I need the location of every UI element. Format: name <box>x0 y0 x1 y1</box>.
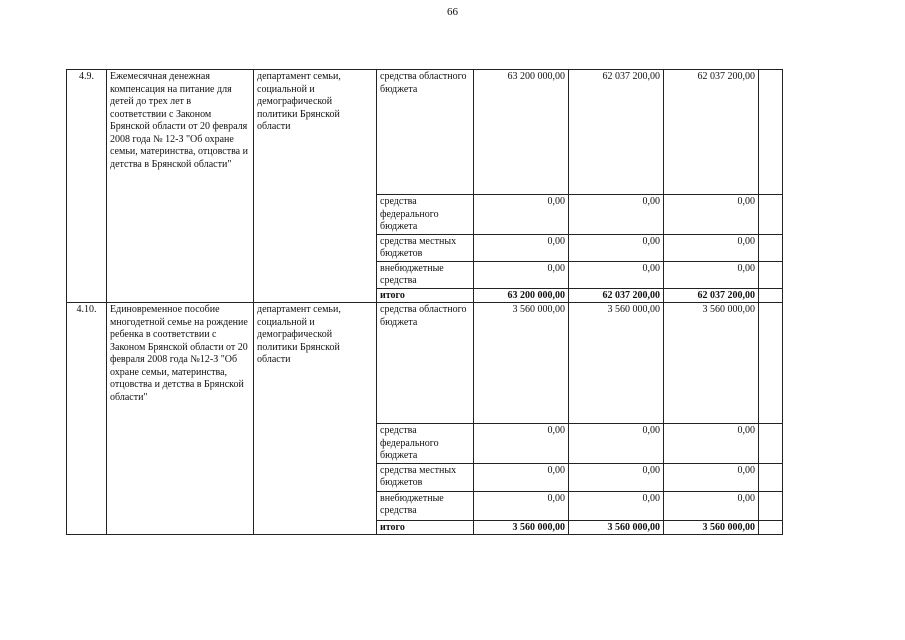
executor: департамент семьи, социальной и демографической политики Брянской области <box>254 70 377 303</box>
amount-year-2: 62 037 200,00 <box>569 70 664 195</box>
total-label: итого <box>377 288 474 303</box>
amount-year-3: 3 560 000,00 <box>664 303 759 424</box>
total-year-3: 3 560 000,00 <box>664 520 759 535</box>
amount-year-2: 0,00 <box>569 463 664 491</box>
amount-year-3: 62 037 200,00 <box>664 70 759 195</box>
empty-cell <box>759 195 783 235</box>
empty-cell <box>759 70 783 195</box>
amount-year-3: 0,00 <box>664 424 759 464</box>
empty-cell <box>759 261 783 288</box>
amount-year-1: 63 200 000,00 <box>474 70 569 195</box>
amount-year-3: 0,00 <box>664 491 759 520</box>
empty-cell <box>759 303 783 424</box>
amount-year-3: 0,00 <box>664 195 759 235</box>
funding-source: внебюджетные средства <box>377 261 474 288</box>
empty-cell <box>759 288 783 303</box>
amount-year-1: 0,00 <box>474 261 569 288</box>
funding-source: средства местных бюджетов <box>377 234 474 261</box>
funding-source: средства местных бюджетов <box>377 463 474 491</box>
table-row <box>67 70 783 195</box>
budget-table <box>66 69 783 535</box>
total-year-2: 3 560 000,00 <box>569 520 664 535</box>
row-number: 4.9. <box>67 70 107 303</box>
amount-year-1: 0,00 <box>474 424 569 464</box>
funding-source: средства федерального бюджета <box>377 195 474 235</box>
page-number: 66 <box>447 6 458 18</box>
empty-cell <box>759 463 783 491</box>
total-year-1: 3 560 000,00 <box>474 520 569 535</box>
empty-cell <box>759 234 783 261</box>
amount-year-2: 0,00 <box>569 195 664 235</box>
amount-year-3: 0,00 <box>664 463 759 491</box>
total-year-2: 62 037 200,00 <box>569 288 664 303</box>
amount-year-1: 3 560 000,00 <box>474 303 569 424</box>
total-label: итого <box>377 520 474 535</box>
empty-cell <box>759 491 783 520</box>
funding-source: средства областного бюджета <box>377 303 474 424</box>
amount-year-2: 0,00 <box>569 424 664 464</box>
row-number: 4.10. <box>67 303 107 535</box>
total-year-1: 63 200 000,00 <box>474 288 569 303</box>
executor: департамент семьи, социальной и демографической политики Брянской области <box>254 303 377 535</box>
amount-year-2: 3 560 000,00 <box>569 303 664 424</box>
measure-description: Ежемесячная денежная компенсация на питание для детей до трех лет в соответствии с Законом Брянской области от 20 февраля 2008 года № 12-З "Об охране семьи, материнства, отцовства и детства в Брянской области" <box>107 70 254 303</box>
empty-cell <box>759 424 783 464</box>
table-row <box>67 303 783 424</box>
amount-year-3: 0,00 <box>664 234 759 261</box>
amount-year-1: 0,00 <box>474 234 569 261</box>
amount-year-1: 0,00 <box>474 491 569 520</box>
amount-year-2: 0,00 <box>569 491 664 520</box>
amount-year-2: 0,00 <box>569 261 664 288</box>
amount-year-3: 0,00 <box>664 261 759 288</box>
amount-year-1: 0,00 <box>474 463 569 491</box>
amount-year-1: 0,00 <box>474 195 569 235</box>
funding-source: средства федерального бюджета <box>377 424 474 464</box>
total-year-3: 62 037 200,00 <box>664 288 759 303</box>
measure-description: Единовременное пособие многодетной семье на рождение ребенка в соответствии с Законом Брянской области от 20 февраля 2008 года №12-З "Об охране семьи, материнства, отцовства и детства в Брянской области" <box>107 303 254 535</box>
funding-source: внебюджетные средства <box>377 491 474 520</box>
amount-year-2: 0,00 <box>569 234 664 261</box>
funding-source: средства областного бюджета <box>377 70 474 195</box>
empty-cell <box>759 520 783 535</box>
